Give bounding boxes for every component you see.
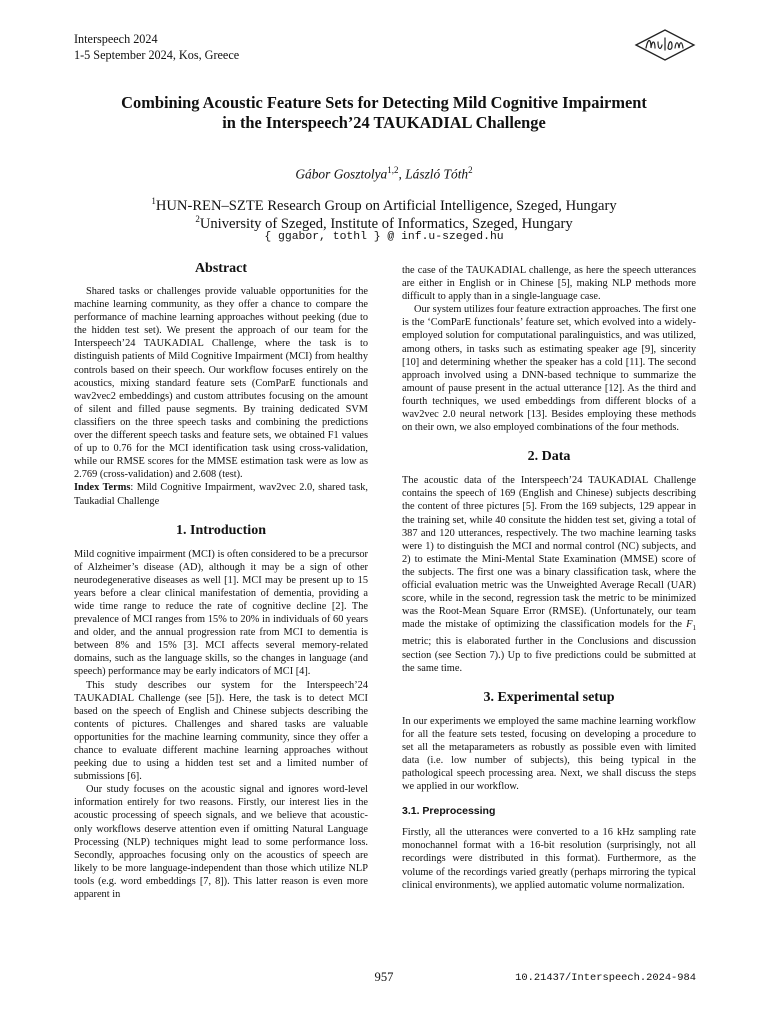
data-paragraph: The acoustic data of the Interspeech’24 TAUKADIAL Challenge contains the speech of 169 (English and Chinese) subjects describing the content of three pictures [5]. From the 169 subjects, 129 appear in the training set, while 40 consitute the hidden test set, giving a total of 387 and 120 utterances, respectively. The two machine learning tasks were 1) to distinguish the MCI and normal control (NC) subjects, and 2) to estimate the Mini-Mental State Examination (MMSE) score of the subjects. The first one was a binary classification task, where the official evaluation metric was the Unweighted Average Recall (UAR) score, while in the second, regression task the metric to be minimized was the Root-Mean Square Error (RMSE). (Unfortunately, our team made the mistake of optimizing the classification models for the $F_1$ metric; this is elaborated further in the Conclusions and discussion section (see Section 7).) Up to five predictions could be submitted at the same time. xyxy=(402,475,696,674)
right-column xyxy=(402,264,696,892)
left-column xyxy=(74,260,368,901)
index-terms-label: Index Terms xyxy=(74,482,131,494)
section-heading-experimental-setup: 3. Experimental setup xyxy=(483,689,615,705)
venue-header xyxy=(74,31,239,63)
venue-date-location: 1-5 September 2024, Kos, Greece xyxy=(74,48,240,62)
affil-text: HUN-REN–SZTE Research Group on Artificial Intelligence, Szeged, Hungary xyxy=(155,197,617,214)
f1-subscript: 1 xyxy=(692,624,696,633)
subsection-heading-preprocessing: 3.1. Preprocessing xyxy=(402,805,496,818)
title-line-2: in the Interspeech’24 TAUKADIAL Challenge xyxy=(222,113,546,132)
page-number: 957 xyxy=(374,970,394,984)
author-email: { ggabor, tothl } @ inf.u-szeged.hu xyxy=(264,231,504,243)
affil-text: University of Szeged, Institute of Informatics, Szeged, Hungary xyxy=(199,215,573,232)
interspeech-logo-icon xyxy=(634,28,696,62)
abstract-text: Shared tasks or challenges provide valuable opportunities for the machine learning community, as they offer a chance to compare the performance of machine learning approaches without peeking (due to the hidden test set). We present the approach of our team for the Interspeech’24 TAUKADIAL Challenge, where the task is to distinguish patients of Mild Cognitive Impairment (MCI) from healthy controls based on their speech. Our workflow focuses entirely on the acoustics, mixing standard feature sets (ComParE functionals and wav2vec2 embeddings) and custom attributes focusing on the amount of silent and filled pause segments. By training dedicated SVM classifiers on the three speech tasks and combining the predictions over the different speech tasks and feature sets, we obtained F1 values of up to 0.76 for the MCI identification task using cross-validation, while our RMSE scores for the MMSE estimation task were as low as 2.769 (cross-validation) and 2.608 (test). xyxy=(74,286,368,481)
section-heading-introduction: 1. Introduction xyxy=(176,522,266,538)
index-terms xyxy=(74,481,368,507)
intro-paragraph-3-continued: the case of the TAUKADIAL challenge, as here the speech utterances are either in English or in Chinese [5], making NLP methods more difficult to apply than in a single-language case. xyxy=(402,265,696,303)
preprocessing-paragraph: Firstly, all the utterances were converted to a 16 kHz sampling rate monochannel format with a 16-bit resolution (surprisingly, not all recordings were distributed in this format). Furthermore, as the volume of the recordings varied greatly (perhaps mirroring the typical clinical environments), we applied automatic volume normalization. xyxy=(402,827,696,891)
author-name: Gábor Gosztolya xyxy=(295,166,388,182)
index-terms-text: : Mild Cognitive Impairment, wav2vec 2.0, shared task, Taukadial Challenge xyxy=(74,482,369,507)
intro-paragraph-4: Our system utilizes four feature extraction approaches. The first one is the ‘ComParE functionals’ feature set, which evolved into a widely-employed solution for computational paralinguistics, and was utilized, among others, in tasks such as estimating speaker age [9], sincerity [10] and determining whether the speaker has a cold [11]. The second approach involved using a DNN-based technique to summarize the amount of pause present in the actual utterance [12]. As the third and fourth techniques, we used embeddings from different blocks of a wav2vec 2.0 neural network [13]. Besides employing these methods on their own, we also employed combinations of the four methods. xyxy=(402,304,696,434)
intro-paragraph-3: Our study focuses on the acoustic signal and ignores word-level information entirely for two reasons. Firstly, our interest lies in the acoustic processing of speech signals, and we believe that acoustic-only workflows deserve attention even if omitting Natural Language Processing (NLP) techniques might lead to some performance loss. Secondly, approaches focusing only on the acoustics of speech are likely to be more language-independent than those which utilize NLP tools (e.g. word embeddings [7, 8]). This latter reason is even more apparent in xyxy=(74,784,368,901)
affil-marker: 2 xyxy=(195,214,200,224)
author-name: László Tóth xyxy=(405,166,469,182)
venue-name: Interspeech 2024 xyxy=(74,32,158,46)
paper-title xyxy=(60,93,708,133)
section-heading-data: 2. Data xyxy=(527,449,571,465)
affiliation-2 xyxy=(0,210,768,233)
f1-symbol: F xyxy=(686,619,693,631)
abstract-heading: Abstract xyxy=(194,261,248,276)
intro-paragraph-1: Mild cognitive impairment (MCI) is often considered to be a precursor of Alzheimer’s disease (AD), although it may be a sign of other neurodegenerative diseases as well [1]. MCI may be present up to 15 years before a clear clinical manifestation of dementia, providing a wide time range to reduce the rate of cognitive decline [2]. The prevalence of MCI ranges from 15% to 20% in individuals of 60 years and older, and the annual progression rate from MCI to dementia is between 8% and 15% [3]. MCI affects several memory-related domains, such as the language skills, so the changes in language (and speech) performance may be early indicators of MCI [4]. xyxy=(74,548,368,678)
title-line-1: Combining Acoustic Feature Sets for Detecting Mild Cognitive Impairment xyxy=(121,93,647,112)
doi-link[interactable]: 10.21437/Interspeech.2024-984 xyxy=(515,972,696,984)
author-affil-marker: 1,2 xyxy=(387,165,399,175)
intro-paragraph-2: This study describes our system for the Interspeech’24 TAUKADIAL Challenge (see [5]). Here, the task is to detect MCI based on the speech of English and Chinese subjects describing the contents of pictures. Challenges and shared tasks are valuable opportunities for the machine learning community, since they offer a chance to evaluate different machine learning approaches without peeking due to using a hidden test set and a limited number of submissions [6]. xyxy=(74,679,368,783)
author-affil-marker: 2 xyxy=(468,165,473,175)
author-list xyxy=(0,165,768,182)
setup-paragraph-1: In our experiments we employed the same machine learning workflow for all the feature sets tested, focusing on developing a procedure to set all the metaparameters as robustly as possible even with limited data (i.e. low number of subjects), this being typical in the pathological speech processing area. Next, we shall discuss the steps we applied in our workflow. xyxy=(402,715,696,793)
author-separator: , xyxy=(398,166,406,182)
affil-marker: 1 xyxy=(151,196,156,206)
